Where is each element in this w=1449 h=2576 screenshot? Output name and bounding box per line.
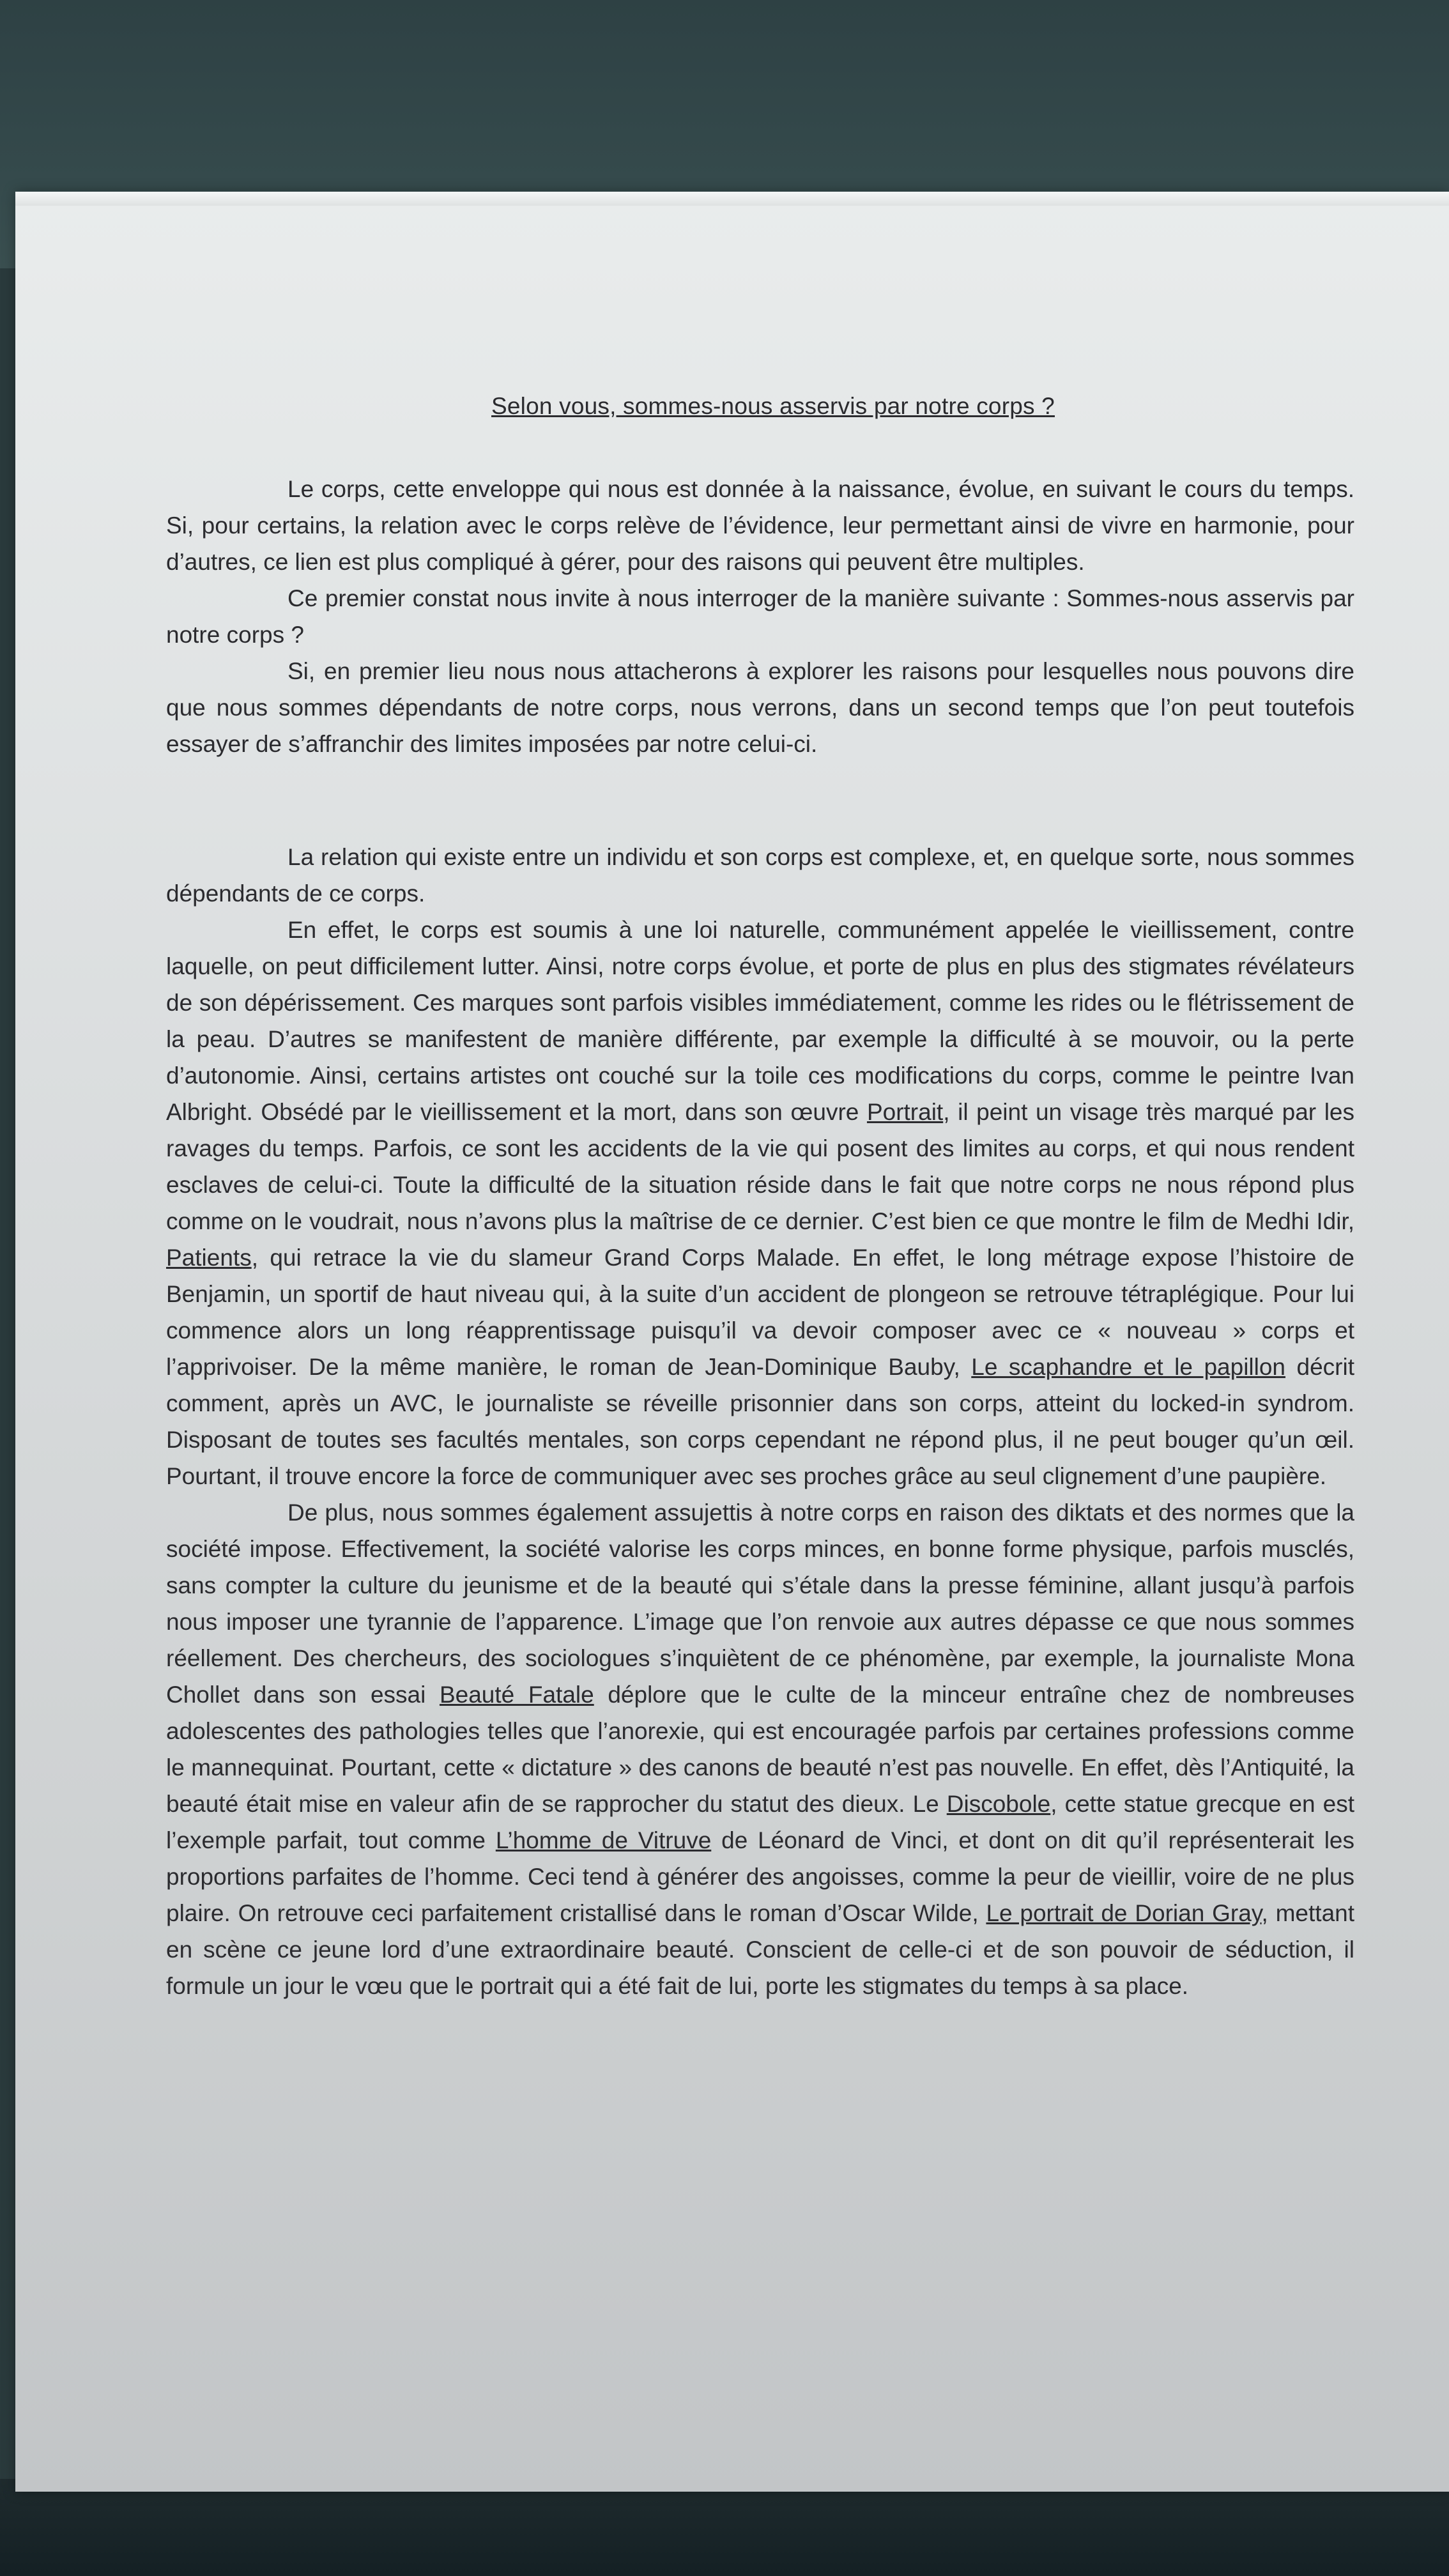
work-title-patients: Patients [166,1245,252,1271]
section-gap [166,762,1354,839]
work-title-scaphandre: Le scaphandre et le papillon [971,1354,1286,1380]
intro-paragraph-2: Ce premier constat nous invite à nous interroger de la manière suivante : Sommes-nous asservis par notre corps ? [166,585,1354,648]
work-title-dorian-gray: Le portrait de Dorian Gray [986,1900,1262,1926]
text-run: de Léonard de Vinci, et dont on dit qu’il représenterait les proportions parfaites de l’homme. Ceci tend à générer des angoisses, comme la peur de vieillir, voire de ne plus plaire. On retrouve ceci parfaitement cristallisé dans le roman d’Oscar Wilde, [166,1827,1354,1926]
work-title-discobole: Discobole [946,1791,1051,1817]
text-run: décrit comment, après un AVC, le journaliste se réveille prisonnier dans son corps, atteint du locked-in syndrom. Disposant de toutes ses facultés mentales, son corps cependant ne répond plus, il ne peut bouger qu’un œil. Pourtant, il trouve encore la force de communiquer avec ses proches grâce au seul clignement d’une paupière. [166,1354,1354,1489]
background-surface-bottom [0,2479,1449,2576]
text-run: déplore que le culte de la minceur entraîne chez de nombreuses adolescentes des pathologies telles que l’anorexie, qui est encouragée parfois par certaines professions comme le mannequinat. Pourtant, cette « dictature » des canons de beauté n’est pas nouvelle. En effet, dès l’Antiquité, la beauté était mise en valeur afin de se rapprocher du statut des dieux. Le [166,1682,1354,1817]
part1-paragraph-norms [166,1494,1354,2004]
document-body [166,393,1354,2004]
work-title-beaute-fatale: Beauté Fatale [439,1682,594,1708]
part1-paragraph-aging [166,912,1354,1494]
intro-paragraph-3: Si, en premier lieu nous nous attacherons à explorer les raisons pour lesquelles nous pouvons dire que nous sommes dépendants de notre corps, nous verrons, dans un second temps que l’on peut toutefois essayer de s’affranchir des limites imposées par notre celui-ci. [166,658,1354,757]
text-run: , mettant en scène ce jeune lord d’une extraordinaire beauté. Conscient de celle-ci et de son pouvoir de séduction, il formule un jour le vœu que le portrait qui a été fait de lui, porte les stigmates du temps à sa place. [166,1900,1355,1999]
text-run: , il peint un visage très marqué par les ravages du temps. Parfois, ce sont les accidents de la vie qui posent des limites au corps, et qui nous rendent esclaves de celui-ci. Toute la difficulté de la situation réside dans le fait que notre corps ne nous répond plus comme on le voudrait, nous n’avons plus la maîtrise de ce dernier. C’est bien ce que montre le film de Medhi Idir, [166,1099,1354,1234]
document-title: Selon vous, sommes-nous asservis par notre corps ? [491,393,1055,419]
work-title-vitruve: L’homme de Vitruve [495,1827,712,1853]
work-title-portrait: Portrait [866,1099,944,1125]
text-run: , qui retrace la vie du slameur Grand Corps Malade. En effet, le long métrage expose l’histoire de Benjamin, un sportif de haut niveau qui, à la suite d’un accident de plongeon se retrouve tétraplégique. Pour lui commence alors un long réapprentissage puisqu’il va devoir composer avec ce « nouveau » corps et l’apprivoiser. De la même manière, le roman de Jean-Dominique Bauby, [166,1245,1354,1380]
paper-top-edge [15,192,1449,206]
part1-intro-paragraph: La relation qui existe entre un individu et son corps est complexe, et, en quelque sorte, nous sommes dépendants de ce corps. [166,844,1354,907]
intro-paragraph-1: Le corps, cette enveloppe qui nous est donnée à la naissance, évolue, en suivant le cours du temps. Si, pour certains, la relation avec le corps relève de l’évidence, leur permettant ainsi de vivre en harmonie, pour d’autres, ce lien est plus compliqué à gérer, pour des raisons qui peuvent être multiples. [166,476,1354,575]
text-run: En effet, le corps est soumis à une loi naturelle, communément appelée le vieillissement, contre laquelle, on peut difficilement lutter. Ainsi, notre corps évolue, et porte de plus en plus des stigmates révélateurs de son dépérissement. Ces marques sont parfois visibles immédiatement, comme les rides ou le flétrissement de la peau. D’autres se manifestent de manière différente, par exemple la difficulté à se mouvoir, ou la perte d’autonomie. Ainsi, certains artistes ont couché sur la toile ces modifications du corps, comme le peintre Ivan Albright. Obsédé par le vieillissement et la mort, dans son œuvre [166,917,1354,1125]
text-run: De plus, nous sommes également assujettis à notre corps en raison des diktats et des normes que la société impose. Effectivement, la société valorise les corps minces, en bonne forme physique, parfois musclés, sans compter la culture du jeunisme et de la beauté qui s’étale dans la presse féminine, allant jusqu’à parfois nous imposer une tyrannie de l’apparence. L’image que l’on renvoie aux autres dépasse ce que nous sommes réellement. Des chercheurs, des sociologues s’inquiètent de ce phénomène, par exemple, la journaliste Mona Chollet dans son essai [166,1499,1354,1708]
text-run: , cette statue grecque en est l’exemple parfait, tout comme [166,1791,1354,1853]
